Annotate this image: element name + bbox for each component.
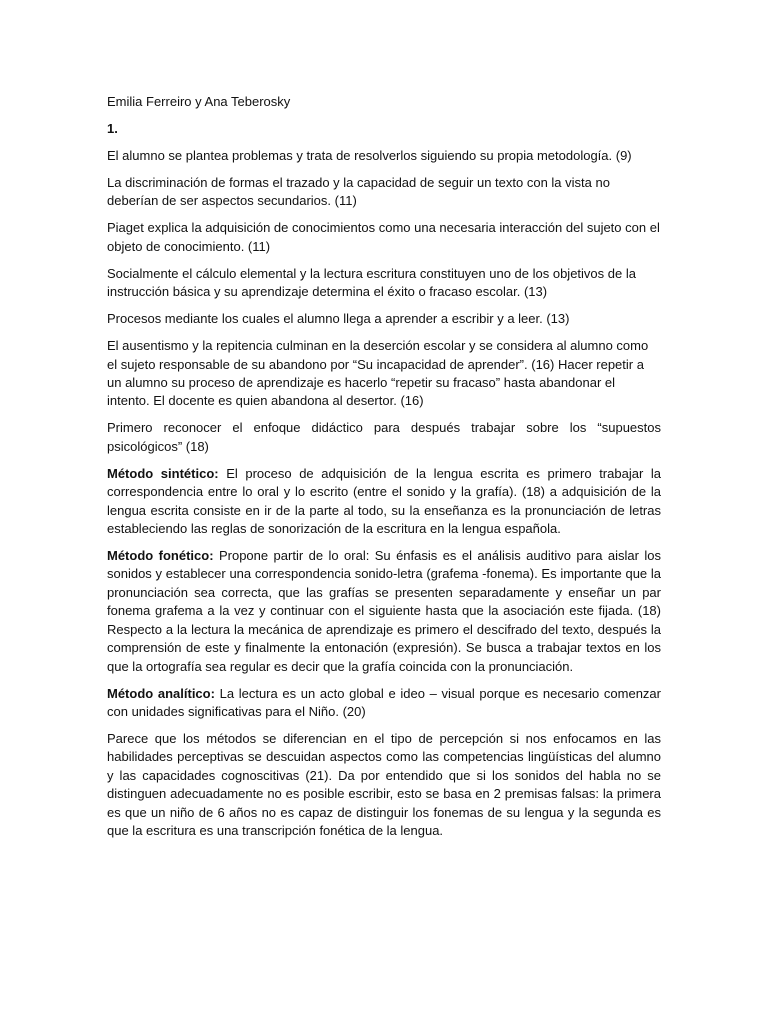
paragraph-1: El alumno se plantea problemas y trata de resolverlos siguiendo su propia metodología. (9) <box>107 148 632 163</box>
closing-paragraph: Parece que los métodos se diferencian en el tipo de percepción si nos enfocamos en las habilidades perceptivas se descuidan aspectos como las competencias lingüísticas del alumno y las capacidades cognoscitivas (21). Da por entendido que si los sonidos del habla no se distinguen adecuadamente no es posible escribir, esto se basa en 2 premisas falsas: la primera es que un niño de 6 años no es capaz de distinguir los fonemas de su lengua y la segunda es que la escritura es una transcripción fonética de la lengua. <box>107 730 661 838</box>
method-synthetic-text: El proceso de adquisición de la lengua escrita es primero trabajar la correspondencia entre lo oral y lo escrito (entre el sonido y la grafía). (18) a adquisición de la lengua escrita consiste en ir de la parte al todo, su la enseñanza es la pronunciación de letras estableciendo las reglas de sonorización de la escritura en la lengua española. <box>107 465 661 537</box>
paragraph-4: Socialmente el cálculo elemental y la lectura escritura constituyen uno de los objetivos de la instrucción básica y su aprendizaje determina el éxito o fracaso escolar. (13) <box>107 265 636 300</box>
authors-line: Emilia Ferreiro y Ana Teberosky <box>107 94 291 109</box>
method-synthetic-term: Método sintético: <box>107 465 219 481</box>
method-phonetic-paragraph <box>107 547 661 676</box>
paragraph-6: El ausentismo y la repitencia culminan en la deserción escolar y se considera al alumno como el sujeto responsable de su abandono por “Su incapacidad de aprender”. (16) Hacer repetir a un alumno su proceso de aprendizaje es hacerlo “repetir su fracaso” hasta abandonar el intento. El docente es quien abandona al desertor. (16) <box>107 338 649 409</box>
paragraph-3: Piaget explica la adquisición de conocimientos como una necesaria interacción del sujeto con el objeto de conocimiento. (11) <box>107 220 660 254</box>
method-analytic-paragraph <box>107 685 661 722</box>
method-analytic-text: La lectura es un acto global e ideo – visual porque es necesario comenzar con unidades significativas para el Niño. (20) <box>107 685 661 719</box>
paragraph-5: Procesos mediante los cuales el alumno llega a aprender a escribir y a leer. (13) <box>107 311 570 327</box>
method-phonetic-term: Método fonético: <box>107 548 214 564</box>
method-phonetic-text: Propone partir de lo oral: Su énfasis es el análisis auditivo para aislar los sonidos y establecer una correspondencia sonido-letra (grafema -fonema). Es importante que la pronunciación sea correcta, que las grafías se presenten separadamente y enseñar un par fonema grafema a la vez y continuar con el siguiente hasta que la asociación este fijada. (18) Respecto a la lectura la mecánica de aprendizaje es primero el descifrado del texto, después la comprensión de este y finalmente la entonación (expresión). Se busca a trabajar textos en los que la ortografía sea regular es decir que la grafía coincida con la pronunciación. <box>107 548 661 674</box>
paragraph-7: Primero reconocer el enfoque didáctico para después trabajar sobre los “supuestos psicológicos” (18) <box>107 420 661 454</box>
paragraph-2: La discriminación de formas el trazado y la capacidad de seguir un texto con la vista no deberían de ser aspectos secundarios. (11) <box>107 175 610 209</box>
section-number: 1. <box>107 121 118 136</box>
method-analytic-term: Método analítico: <box>107 685 215 701</box>
document-body <box>107 93 661 849</box>
method-synthetic-paragraph <box>107 465 661 539</box>
